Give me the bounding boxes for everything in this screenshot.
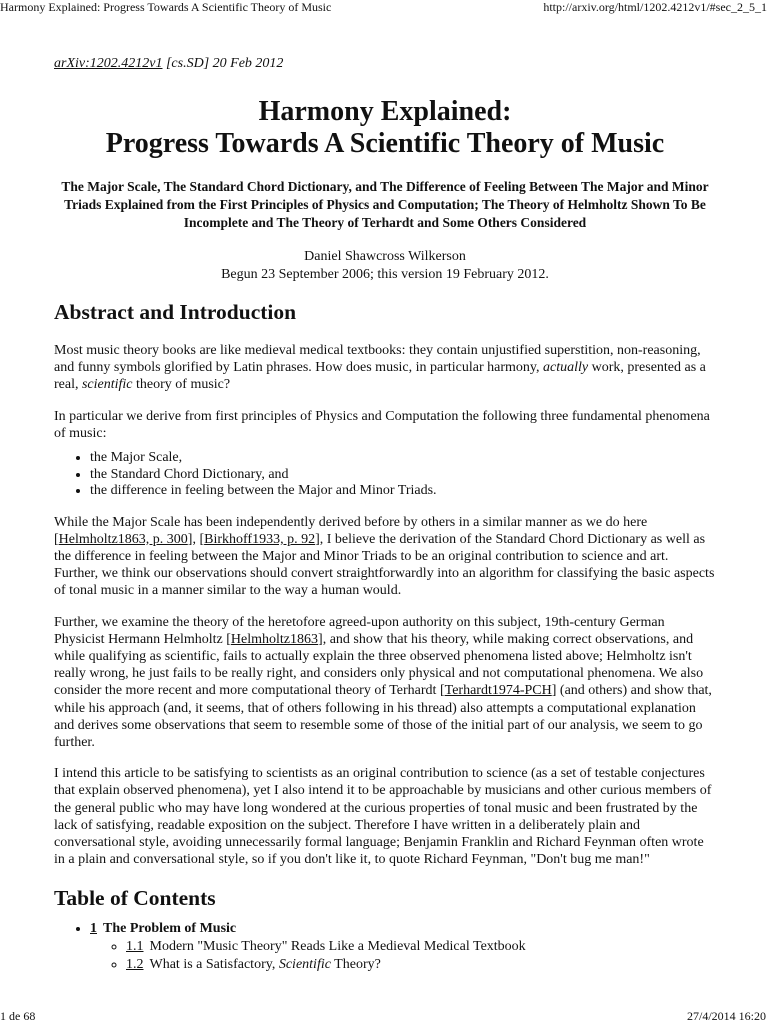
arxiv-meta [54, 56, 716, 72]
phenomena-list [54, 450, 716, 500]
author-name: Daniel Shawcross Wilkerson [304, 249, 466, 264]
article [54, 56, 716, 974]
print-header-title: Harmony Explained: Progress Towards A Scientific Theory of Music [0, 0, 332, 14]
page-counter: 1 de 68 [0, 1009, 36, 1023]
abstract-paragraph-2: In particular we derive from first principles of Physics and Computation the following three fundamental phenomena of music: [54, 408, 710, 441]
abstract-paragraph-1: Most music theory books are like medieval medical textbooks: they contain unjustified superstition, non-reasoning, and funny symbols glorified by Latin phrases. How does music, in particular harmony, actually work, presented as a real, scientific theory of music? [54, 343, 706, 393]
print-timestamp: 27/4/2014 16:20 [686, 1009, 766, 1023]
arxiv-meta-rest: [cs.SD] 20 Feb 2012 [162, 56, 284, 71]
toc-link[interactable]: 1 [90, 921, 97, 937]
list-item: • the Major Scale, [90, 450, 716, 467]
subtitle: The Major Scale, The Standard Chord Dictionary, and The Difference of Feeling Between The Major and Minor Triads Explained from the First Principles of Physics and Computation; The Theory of Helmholtz Shown To Be Incomplete and The Theory of Terhardt and Some Others Considered [61, 179, 709, 230]
abstract-paragraph-4: Further, we examine the theory of the heretofore agreed-upon authority on this subject, 19th-century German Physicist Hermann Helmholtz [Helmholtz1863], and show that his theory, while making correct observations, and while qualifying as scientific, fails to actually explain the three observed phenomena listed above; Helmholtz isn't really wrong, he just fails to be really right, and considers only physical and not computational phenomena. We also consider the more recent and more computational theory of Terhardt [Terhardt1974-PCH] (and others) and show that, while his approach (and, it seems, that of others following in his thread) also attempts a computational explanation and derives some observations that seem to resemble some of those of the initial part of our analysis, we seem to go further. [54, 614, 712, 750]
citation-link[interactable]: Helmholtz1863, p. 300 [58, 531, 188, 547]
toc-subitem: ◦ 1.2 What is a Satisfactory, Scientific Theory? [126, 956, 716, 974]
title-line-2: Progress Towards A Scientific Theory of Music [105, 128, 665, 159]
citation-link[interactable]: Birkhoff1933, p. 92 [204, 531, 316, 547]
toc-subitem: ◦ 1.1 Modern "Music Theory" Reads Like a Medieval Medical Textbook [126, 938, 716, 956]
citation-link[interactable]: Helmholtz1863 [230, 631, 319, 647]
version-dates: Begun 23 September 2006; this version 19 February 2012. [221, 267, 549, 282]
toc-link[interactable]: 1.2 [126, 957, 144, 973]
abstract-heading: Abstract and Introduction [54, 300, 297, 324]
list-item: • the Standard Chord Dictionary, and [90, 467, 716, 484]
toc-item: • 1 The Problem of Music ◦ 1.1 Modern "Music Theory" Reads Like a Medieval Medical Textbook ◦ 1.2 What is a Satisfactory, Scientific Theory? [90, 920, 716, 974]
title-line-1: Harmony Explained: [258, 96, 512, 127]
arxiv-id-link[interactable]: arXiv:1202.4212v1 [54, 56, 163, 71]
page-title [54, 96, 716, 160]
table-of-contents [54, 920, 716, 974]
print-header-url: http://arxiv.org/html/1202.4212v1/#sec_2_5_1 [543, 0, 767, 14]
citation-link[interactable]: Terhardt1974-PCH [444, 683, 552, 699]
author-block [54, 248, 716, 284]
toc-heading: Table of Contents [54, 886, 216, 911]
abstract-paragraph-3: While the Major Scale has been independently derived before by others in a similar manner as we do here [Helmholtz1863, p. 300], [Birkhoff1933, p. 92], I believe the derivation of the Standard Chord Dictionary as well as the difference in feeling between the Major and Minor Triads to be an original contribution to science and art. Further, we think our observations should convert straightforwardly into an algorithm for classifying the basic aspects of tonal music in a manner similar to the way a human would. [54, 514, 715, 599]
toc-link[interactable]: 1.1 [126, 939, 144, 955]
list-item: • the difference in feeling between the Major and Minor Triads. [90, 483, 716, 500]
abstract-paragraph-5: I intend this article to be satisfying to scientists as an original contribution to science (as a set of testable conjectures that explain observed phenomena), yet I also intend it to be approachable by musicians and other curious members of the general public who may have long wondered at the curious properties of tonal music and been frustrated by the lack of satisfying, readable exposition on the subject. Therefore I have written in a deliberately plain and conversational style, avoiding unnecessarily formal language; Benjamin Franklin and Richard Feynman often wrote in a plain and conversational style, so if you don't like it, to quote Richard Feynman, "Don't bug me man!" [54, 766, 712, 868]
